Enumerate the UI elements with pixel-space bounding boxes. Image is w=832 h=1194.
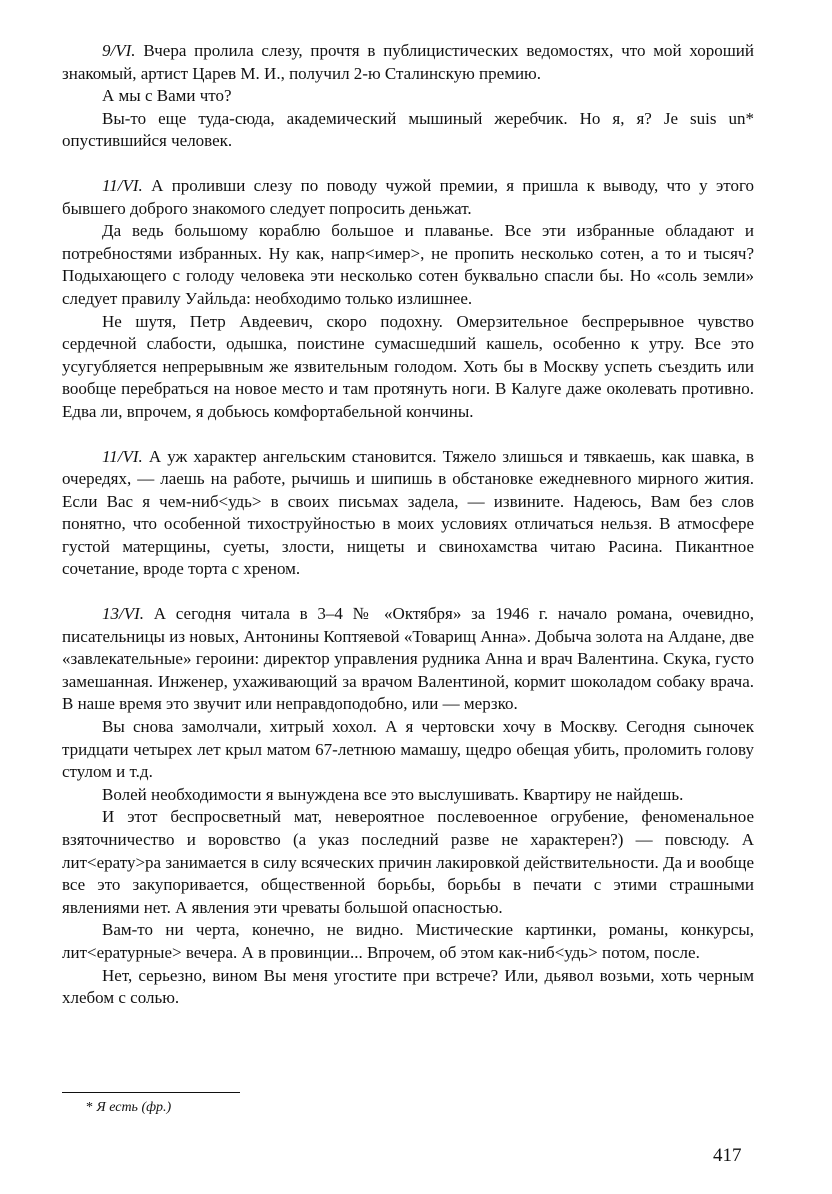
diary-text <box>62 40 754 1010</box>
paragraph: Вам-то ни черта, конечно, не видно. Мистические картинки, романы, конкурсы, лит<ературные> вечера. А в провинции... Впрочем, об этом как-ниб<удь> потом, после. <box>62 920 754 962</box>
entry-date: 13/VI. <box>102 604 145 624</box>
diary-entry <box>62 175 754 424</box>
diary-entry <box>62 446 754 582</box>
paragraph: Волей необходимости я вынуждена все это выслушивать. Квартиру не найдешь. <box>102 784 684 804</box>
paragraph: Не шутя, Петр Авдеевич, скоро подохну. Омерзительное беспрерывное чувство сердечной слабости, одышка, поистине сумасшедший кашель, особенно к утру. Все это усугубляется непрерывным же язвительным голодом. Хоть бы в Москву успеть съездить или вообще перебраться на новое место и там протянуть ноги. В Калуге даже околевать противно. Едва ли, впрочем, я добьюсь комфортабельной кончины. <box>62 311 754 421</box>
diary-entry <box>62 603 754 1010</box>
paragraph: Да ведь большому кораблю большое и плаванье. Все эти избранные обладают и потребностями избранных. Ну как, напр<имер>, не пропить несколько сотен, а то и тысяч? Подыхающего с голоду человека эти несколько сотен буквально спасли бы. Но «соль земли» следует правилу Уайльда: необходимо только излишнее. <box>62 221 754 308</box>
footnote-marker: * <box>86 1100 93 1115</box>
paragraph: И этот беспросветный мат, невероятное послевоенное огрубение, феноменальное взяточничество и воровство (а указ последний разве не характерен?) — повсюду. А лит<ерату>ра занимается в силу всяческих причин лакировкой действительности. Да и вообще все это закупоривается, общественной борьбы, борьбы в печати с этими страшными явлениями нет. А явления эти чреваты большой опасностью. <box>62 807 754 917</box>
paragraph <box>62 40 754 85</box>
paragraph: А мы с Вами что? <box>102 86 232 106</box>
footnote-text: Я есть <box>96 1100 138 1115</box>
entry-date: 9/VI. <box>102 41 136 60</box>
entry-date: 11/VI. <box>102 446 143 466</box>
footnote <box>86 1100 171 1116</box>
footnote-divider <box>62 1092 240 1093</box>
paragraph-text: А сегодня читала в 3–4 № «Октября» за 1946 г. начало романа, очевидно, писательницы из новых, Антонины Коптяевой «Товарищ Анна». Добыча золота на Алдане, две «завлекательные» героини: директор управления рудника Анна и врач Валентина. Скука, густо замешанная. Инженер, ухаживающий за врачом Валентиной, кормит шоколадом собаку врача. В наше время это звучит или неправдоподобно, или — мерзко. <box>62 604 754 714</box>
footnote-lang: (фр.) <box>141 1100 172 1115</box>
page-number: 417 <box>713 1145 742 1166</box>
paragraph-text: А проливши слезу по поводу чужой премии, я пришла к выводу, что у этого бывшего доброго знакомого следует попросить деньжат. <box>62 175 754 218</box>
entry-date: 11/VI. <box>102 175 143 195</box>
diary-entry <box>62 40 754 153</box>
paragraph <box>62 603 754 716</box>
paragraph <box>62 446 754 582</box>
paragraph: Вы-то еще туда-сюда, академический мышиный жеребчик. Но я, я? Je suis un* опустившийся человек. <box>62 108 754 151</box>
paragraph: Нет, серьезно, вином Вы меня угостите при встрече? Или, дьявол возьми, хоть черным хлебом с солью. <box>62 965 754 1008</box>
paragraph-text: А уж характер ангельским становится. Тяжело злишься и тявкаешь, как шавка, в очередях, — лаешь на работе, рычишь и шипишь в обстановке ежедневного мирного жития. Если Вас я чем-ниб<удь> в своих письмах задела, — извините. Надеюсь, Вам без слов понятно, что особенной тихоструйностью в моих условиях отличаться нельзя. В атмосфере густой матерщины, суеты, злости, нищеты и свинохамства читаю Расина. Пикантное сочетание, вроде торта с хреном. <box>62 446 754 579</box>
paragraph: Вы снова замолчали, хитрый хохол. А я чертовски хочу в Москву. Сегодня сыночек тридцати четырех лет крыл матом 67-летнюю мамашу, щедро обещая убить, проломить голову стулом и т.д. <box>62 717 754 782</box>
paragraph <box>62 175 754 220</box>
paragraph-text: Вчера пролила слезу, прочтя в публицистических ведомостях, что мой хороший знакомый, артист Царев М. И., получил 2-ю Сталинскую премию. <box>62 41 754 83</box>
